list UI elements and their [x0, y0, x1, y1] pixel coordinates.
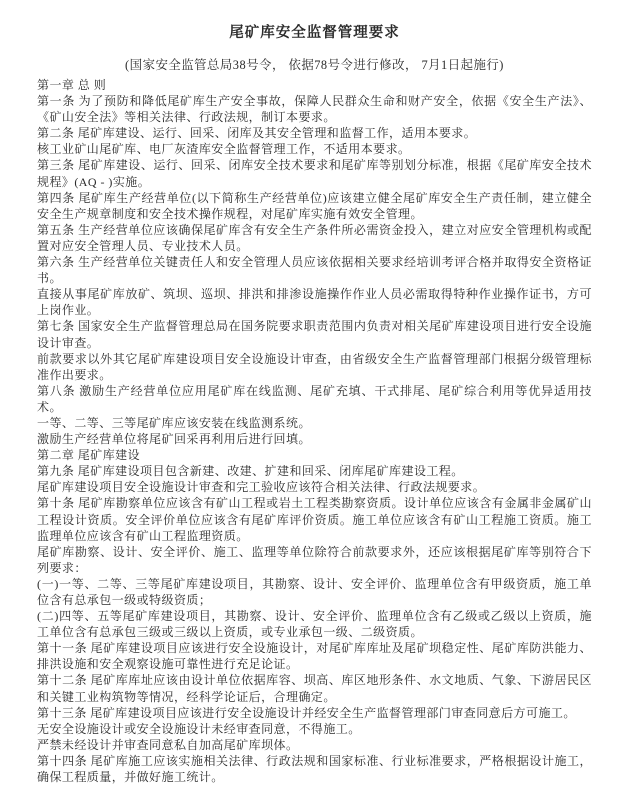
- paragraph: 核工业矿山尾矿库、电厂灰渣库安全监督管理工作，不适用本要求。: [37, 142, 411, 157]
- paragraph: (一)一等、二等、三等尾矿库建设项目，其勘察、设计、安全评价、监理单位含有甲级资质，施工单位含有总承包一级或特级资质；: [37, 576, 592, 607]
- paragraph: 前款要求以外其它尾矿库建设项目安全设施设计审查，由省级安全生产监督管理部门根据分级管理标准作出要求。: [37, 351, 592, 382]
- paragraph: 无安全设施设计或安全设施设计未经审查同意，不得施工。: [37, 721, 361, 736]
- paragraph: (二)四等、五等尾矿库建设项目，其勘察、设计、安全评价、监理单位含有乙级或乙级以上资质，施工单位含有总承包三级或三级以上资质，或专业承包一级、二级资质。: [37, 609, 592, 640]
- paragraph: 直接从事尾矿库放矿、筑坝、巡坝、排洪和排渗设施操作作业人员必需取得特种作业操作证书，方可上岗作业。: [37, 287, 592, 318]
- paragraph: 第五条 生产经营单位应该确保尾矿库含有安全生产条件所必需资金投入，建立对应安全管理机构或配置对应安全管理人员、专业技术人员。: [37, 222, 592, 253]
- paragraph: 尾矿库建设项目安全设施设计审查和完工验收应该符合相关法律、行政法规要求。: [37, 480, 486, 495]
- document-title: 尾矿库安全监督管理要求: [229, 25, 400, 41]
- chapter-heading: 第一章 总 则: [37, 78, 107, 92]
- paragraph: 第九条 尾矿库建设项目包含新建、改建、扩建和回采、闭库尾矿库建设工程。: [37, 464, 464, 479]
- paragraph: 第二条 尾矿库建设、运行、回采、闭库及其安全管理和监督工作，适用本要求。: [37, 126, 477, 141]
- paragraph: 激励生产经营单位将尾矿回采再利用后进行回填。: [37, 432, 311, 447]
- paragraph: 第十四条 尾矿库施工应该实施相关法律、行政法规和国家标准、行业标准要求，严格根据设计施工，确保工程质量，并做好施工统计。: [37, 753, 592, 785]
- paragraph: 第十一条 尾矿库建设项目应该进行安全设施设计，对尾矿库库址及尾矿坝稳定性、尾矿库防洪能力、排洪设施和安全观察设施可靠性进行充足论证。: [37, 641, 592, 672]
- paragraph: 第十二条 尾矿库库址应该由设计单位依据库容、坝高、库区地形条件、水文地质、气象、下游居民区和关键工业构筑物等情况，经科学论证后，合理确定。: [37, 673, 592, 704]
- paragraph: 尾矿库勘察、设计、安全评价、施工、监理等单位除符合前款要求外，还应该根据尾矿库等别符合下列要求：: [37, 544, 592, 575]
- paragraph: 严禁未经设计并审查同意私自加高尾矿库坝体。: [37, 737, 299, 752]
- document-subtitle: (国家安全监管总局38号令， 依据78号令进行修改， 7月1日起施行): [125, 58, 504, 72]
- paragraph: 第八条 激励生产经营单位应用尾矿库在线监测、尾矿充填、干式排尾、尾矿综合利用等优异适用技术。: [37, 383, 592, 414]
- paragraph: 一等、二等、三等尾矿库应该安装在线监测系统。: [37, 415, 311, 430]
- paragraph: 第十三条 尾矿库建设项目应该进行安全设施设计并经安全生产监督管理部门审查同意后方可施工。: [37, 705, 576, 720]
- paragraph: 第一条 为了预防和降低尾矿库生产安全事故，保障人民群众生命和财产安全，依据《安全生产法》、《矿山安全法》等相关法律、行政法规，制订本要求。: [37, 94, 592, 125]
- chapter-heading: 第二章 尾矿库建设: [37, 448, 141, 463]
- paragraph: 第十条 尾矿库勘察单位应该含有矿山工程或岩土工程类勘察资质。设计单位应该含有金属非金属矿山工程设计资质。安全评价单位应该含有尾矿库评价资质。施工单位应该含有矿山工程施工资质。施工监理单位应该含有矿山工程监理资质。: [37, 496, 592, 543]
- paragraph: 第七条 国家安全生产监督管理总局在国务院要求职责范围内负责对相关尾矿库建设项目进行安全设施设计审查。: [37, 319, 592, 350]
- paragraph: 第六条 生产经营单位关键责任人和安全管理人员应该依据相关要求经培训考评合格并取得安全资格证书。: [37, 255, 592, 286]
- chapter-heading: 第四条 尾矿库生产经营单位(以下简称生产经营单位)应该建立健全尾矿库安全生产责任制，建立健全安全生产规章制度和安全技术操作规程，对尾矿库实施有效安全管理。: [37, 190, 592, 221]
- paragraph: 第三条 尾矿库建设、运行、回采、闭库安全技术要求和尾矿库等别划分标准，根据《尾矿库安全技术规程》(AQ - )实施。: [37, 158, 592, 189]
- document-body: [37, 77, 592, 785]
